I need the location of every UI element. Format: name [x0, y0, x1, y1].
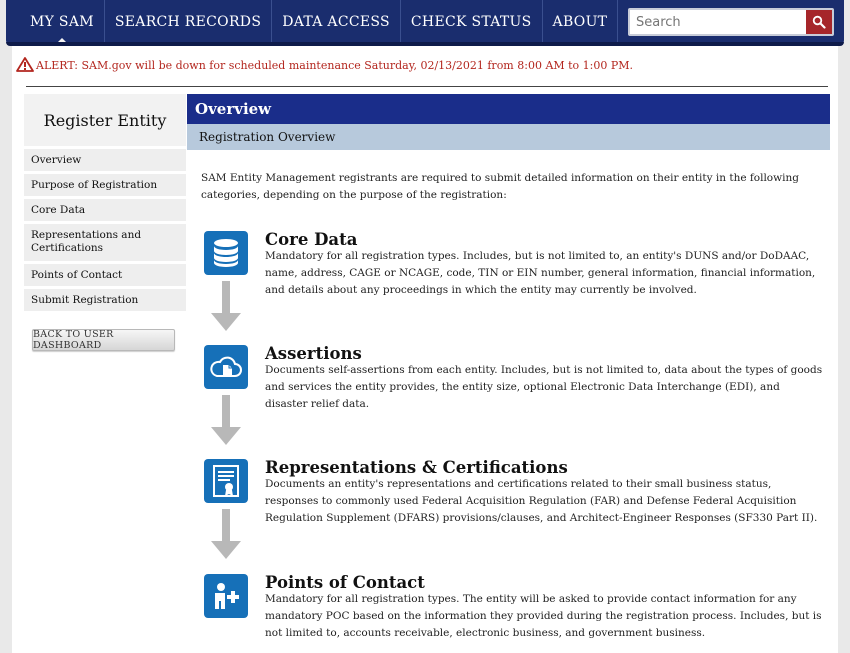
- add-contact-icon: [204, 574, 248, 618]
- back-to-user-dashboard-button[interactable]: BACK TO USER DASHBOARD: [32, 329, 175, 351]
- cloud-document-icon: [204, 345, 248, 389]
- step-description: Mandatory for all registration types. Includes, but is not limited to, an entity's DUNS and/or DoDAAC, name, address, CAGE or NCAGE, code, TIN or EIN number, general information, financial information, and details about any proceedings in which the entity may currently be involved.: [265, 250, 816, 296]
- step-title: Representations & Certifications: [265, 458, 568, 477]
- top-navigation-bar: [6, 0, 844, 46]
- sidebar-item-purpose-of-registration[interactable]: Purpose of Registration: [24, 174, 186, 196]
- search-box: [628, 8, 834, 36]
- sidebar-item-points-of-contact[interactable]: Points of Contact: [24, 264, 186, 286]
- alert-text: ALERT: SAM.gov will be down for scheduled maintenance Saturday, 02/13/2021 from 8:00 AM to 1:00 PM.: [36, 58, 634, 72]
- step-title: Assertions: [265, 344, 362, 363]
- content-panel: [12, 46, 838, 653]
- search-button[interactable]: [806, 10, 832, 34]
- section-subheader: Registration Overview: [187, 124, 830, 150]
- arrow-down-icon: [211, 281, 241, 331]
- sidebar-title: Register Entity: [24, 94, 186, 146]
- step-description: Mandatory for all registration types. The entity will be asked to provide contact information for any mandatory POC based on the information they provided during the registration process. Includes, but is not limited to, accounts receivable, electronic business, and government business.: [265, 593, 822, 639]
- nav-check-status[interactable]: CHECK STATUS: [401, 0, 543, 44]
- certificate-icon: [204, 459, 248, 503]
- step-title: Core Data: [265, 230, 358, 249]
- sidebar-item-representations-and-certifications[interactable]: Representations and Certifications: [24, 224, 186, 261]
- nav-about[interactable]: ABOUT: [543, 0, 619, 44]
- intro-text: SAM Entity Management registrants are required to submit detailed information on their entity in the following categories, depending on the purpose of the registration:: [201, 172, 799, 201]
- arrow-down-icon: [211, 509, 241, 559]
- nav-my-sam[interactable]: MY SAM: [20, 0, 105, 44]
- step-title: Points of Contact: [265, 573, 425, 592]
- sidebar-item-submit-registration[interactable]: Submit Registration: [24, 289, 186, 311]
- nav-data-access[interactable]: DATA ACCESS: [272, 0, 401, 44]
- maintenance-alert: [16, 54, 836, 76]
- search-input[interactable]: [630, 10, 806, 34]
- sidebar-item-overview[interactable]: Overview: [24, 149, 186, 171]
- step-description: Documents an entity's representations and certifications related to their small business status, responses to commonly used Federal Acquisition Regulation (FAR) and Defense Federal Acquisition Regulation Supplement (DFARS) provisions/clauses, and Architect-Engineer Responses (SF330 Part II).: [265, 478, 818, 524]
- sidebar-item-core-data[interactable]: Core Data: [24, 199, 186, 221]
- page-title: Overview: [187, 94, 830, 124]
- step-description: Documents self-assertions from each entity. Includes, but is not limited to, data about the types of goods and services the entity provides, the entity size, optional Electronic Data Interchange (EDI), and disaster relief data.: [265, 364, 823, 410]
- main-content: [187, 94, 830, 639]
- sidebar: [24, 94, 186, 351]
- arrow-down-icon: [211, 395, 241, 445]
- nav-search-records[interactable]: SEARCH RECORDS: [105, 0, 272, 44]
- database-icon: [204, 231, 248, 275]
- main-nav: [20, 0, 681, 46]
- warning-icon: [16, 57, 34, 72]
- divider: [26, 86, 828, 87]
- search-icon: [812, 15, 826, 29]
